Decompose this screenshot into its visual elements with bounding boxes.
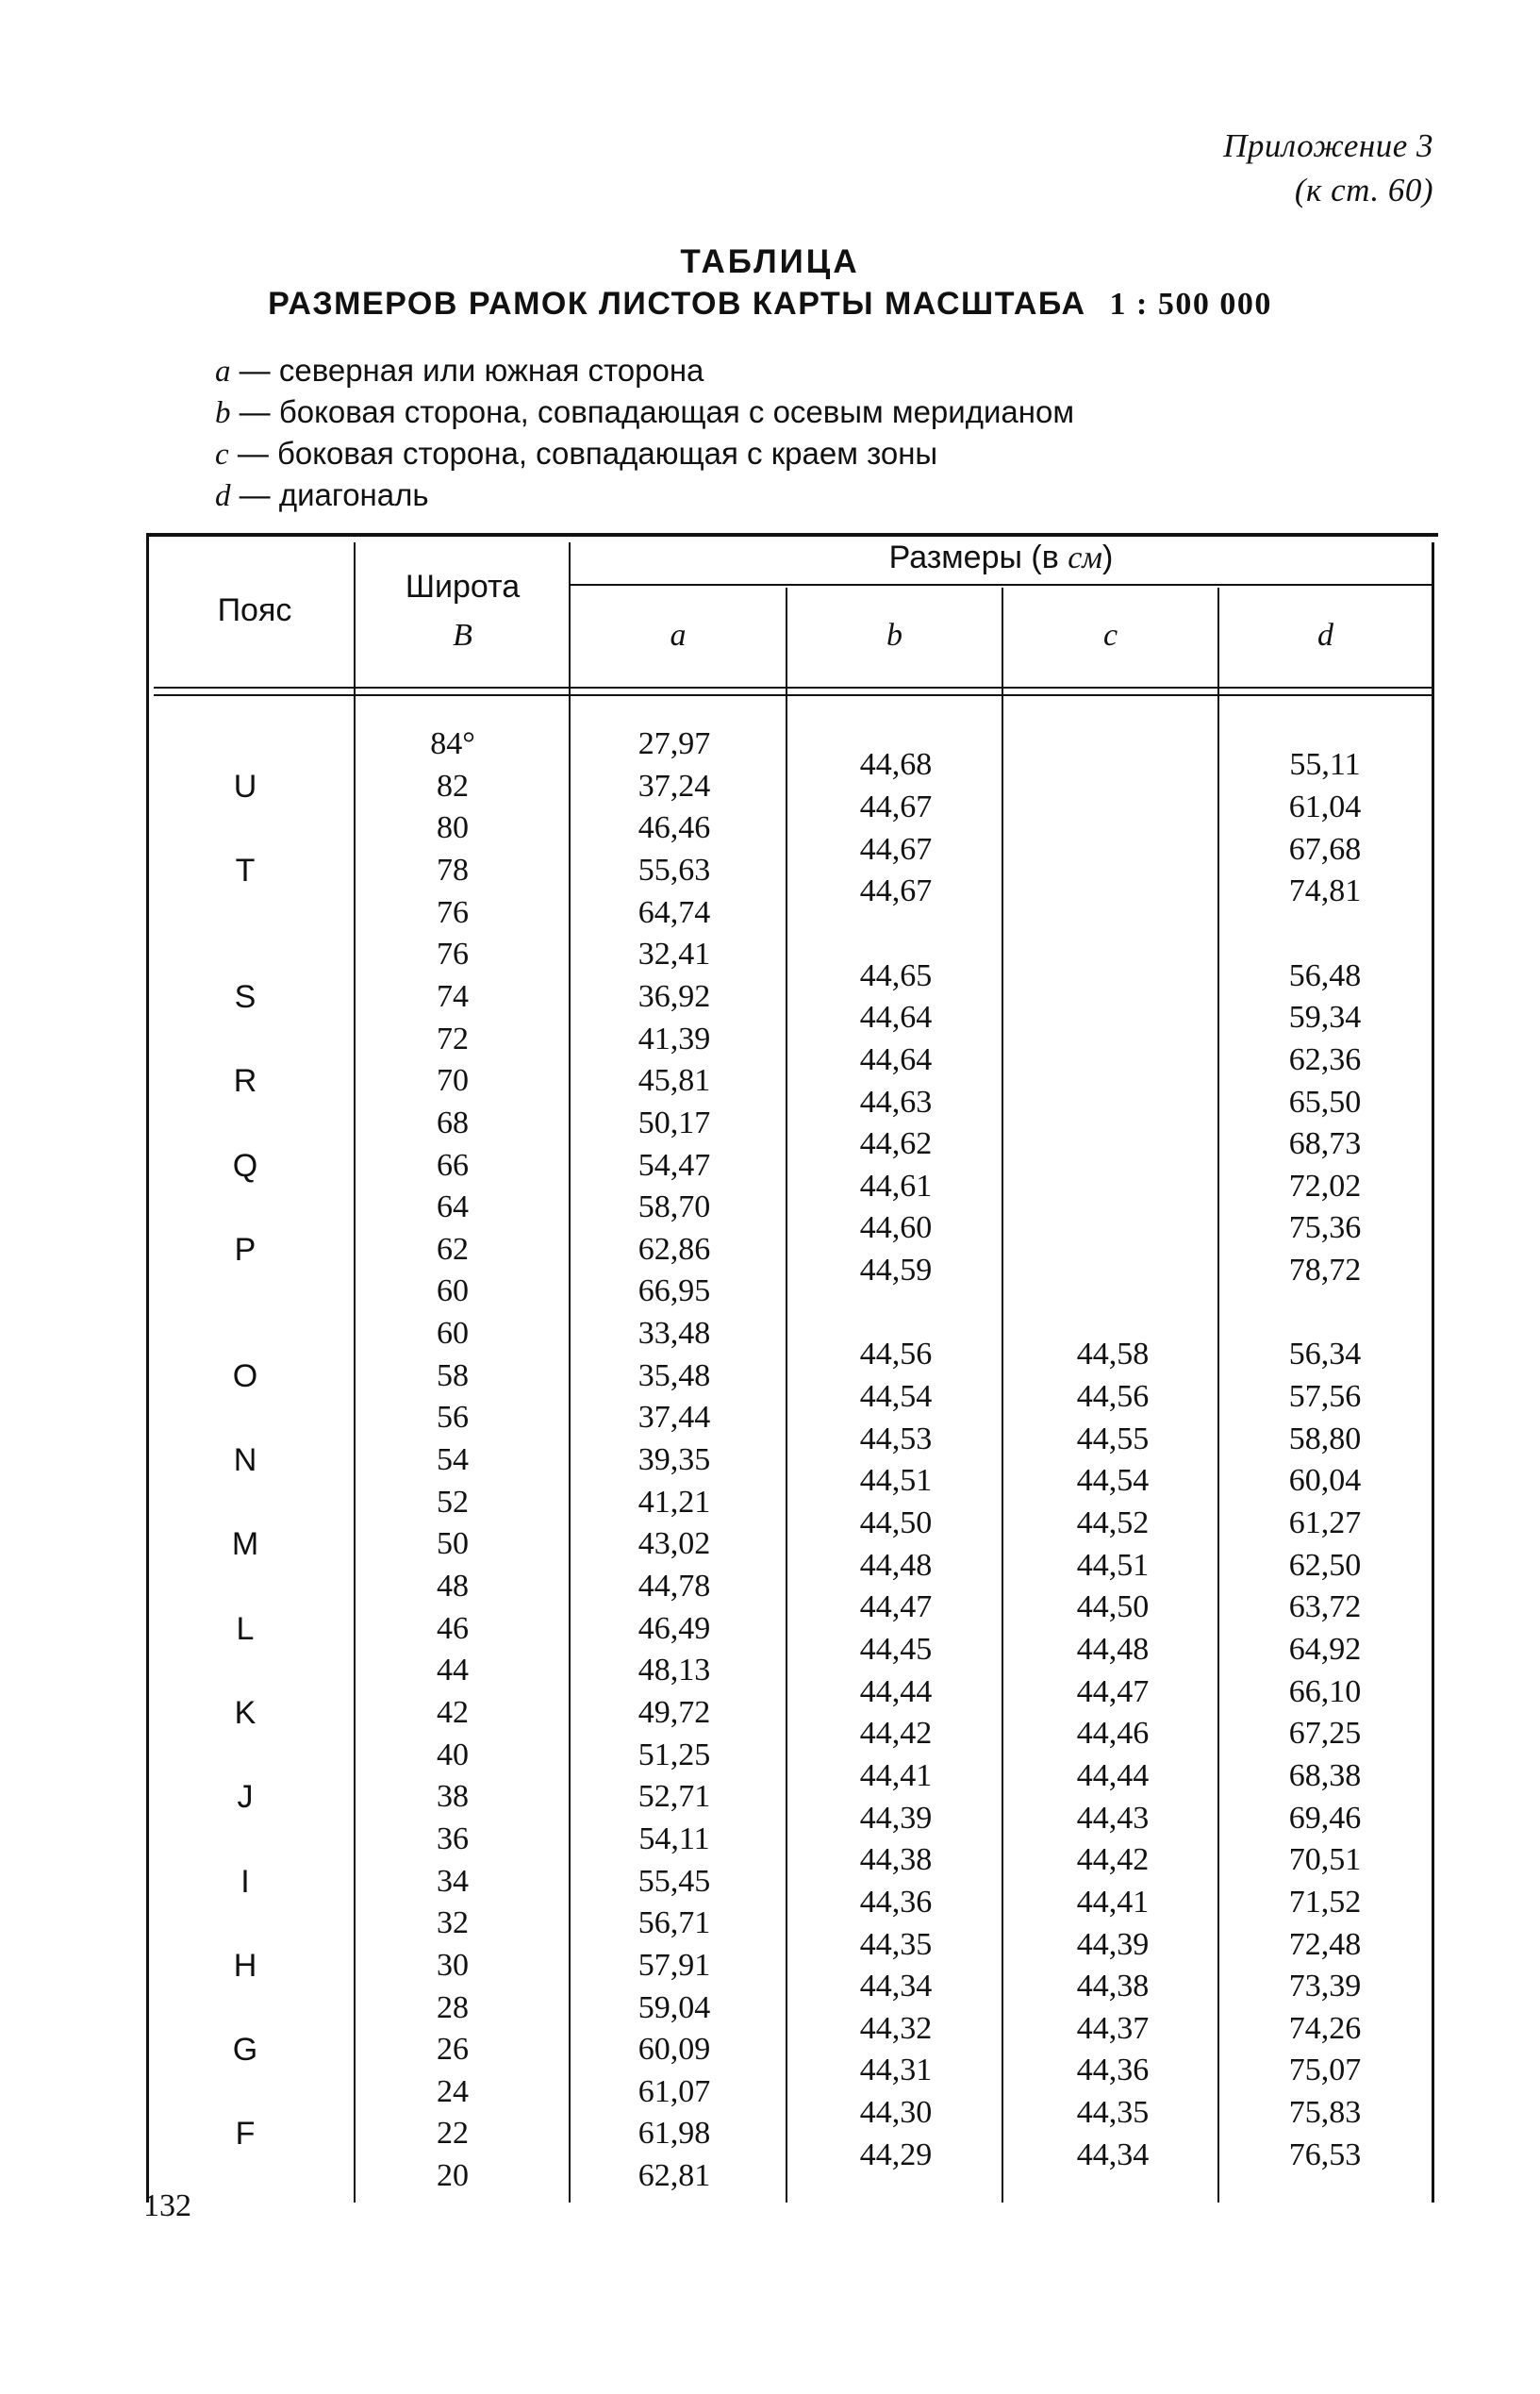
- d-value-cell: 75,83: [1288, 2095, 1362, 2131]
- header-c: c: [1102, 618, 1118, 653]
- latitude-cell: 34: [437, 1863, 469, 1899]
- header-a: a: [670, 618, 687, 653]
- d-value-cell: 72,48: [1288, 1926, 1362, 1962]
- d-value-cell: 66,10: [1288, 1673, 1362, 1709]
- d-value-cell: 62,50: [1288, 1547, 1362, 1583]
- latitude-cell: 84°: [430, 726, 475, 761]
- b-value-cell: 44,61: [859, 1168, 933, 1204]
- a-value-cell: 41,39: [638, 1021, 711, 1056]
- d-value-cell: 67,25: [1288, 1716, 1362, 1752]
- b-value-cell: 44,42: [859, 1716, 933, 1752]
- a-value-cell: 46,46: [638, 810, 711, 846]
- d-value-cell: 70,51: [1288, 1842, 1362, 1878]
- d-value-cell: 56,34: [1288, 1337, 1362, 1372]
- zone-cell: T: [235, 852, 256, 889]
- a-value-cell: 39,35: [638, 1442, 711, 1478]
- zone-cell: F: [235, 2116, 256, 2153]
- table-right-border: [1432, 542, 1434, 2203]
- b-value-cell: 44,34: [859, 1969, 933, 2004]
- legend-symbol: c: [215, 438, 229, 472]
- appendix-reference: (к ст. 60): [1294, 172, 1433, 208]
- latitude-cell: 28: [437, 1989, 469, 2025]
- column-divider: [786, 588, 787, 2203]
- b-value-cell: 44,29: [859, 2136, 933, 2172]
- a-value-cell: 41,21: [638, 1484, 711, 1520]
- a-value-cell: 33,48: [638, 1316, 711, 1352]
- appendix-label: Приложение 3: [1223, 127, 1433, 164]
- latitude-cell: 52: [437, 1484, 469, 1520]
- b-value-cell: 44,45: [859, 1631, 933, 1667]
- d-value-cell: 76,53: [1288, 2136, 1362, 2172]
- a-value-cell: 48,13: [638, 1653, 711, 1688]
- b-value-cell: 44,60: [859, 1210, 933, 1246]
- latitude-cell: 50: [437, 1526, 469, 1562]
- legend-symbol: d: [215, 479, 231, 513]
- c-value-cell: 44,37: [1076, 2010, 1150, 2046]
- a-value-cell: 45,81: [638, 1063, 711, 1099]
- zone-cell: N: [233, 1442, 257, 1479]
- a-value-cell: 37,44: [638, 1400, 711, 1436]
- latitude-cell: 42: [437, 1694, 469, 1730]
- b-value-cell: 44,36: [859, 1884, 933, 1920]
- c-value-cell: 44,52: [1076, 1505, 1150, 1541]
- b-value-cell: 44,62: [859, 1126, 933, 1162]
- latitude-cell: 66: [437, 1147, 469, 1183]
- b-value-cell: 44,31: [859, 2053, 933, 2088]
- header-bottom-rule-2: [154, 694, 1433, 696]
- legend-symbol: b: [215, 396, 231, 430]
- d-value-cell: 63,72: [1288, 1589, 1362, 1625]
- d-value-cell: 78,72: [1288, 1253, 1362, 1288]
- latitude-cell: 38: [437, 1779, 469, 1815]
- b-value-cell: 44,53: [859, 1421, 933, 1456]
- c-value-cell: 44,44: [1076, 1757, 1150, 1793]
- latitude-cell: 62: [437, 1231, 469, 1267]
- zone-cell: O: [232, 1357, 258, 1394]
- latitude-cell: 60: [437, 1316, 469, 1352]
- legend-text: — боковая сторона, совпадающая с краем зоны: [228, 436, 938, 471]
- c-value-cell: 44,42: [1076, 1842, 1150, 1878]
- b-value-cell: 44,30: [859, 2095, 933, 2131]
- a-value-cell: 32,41: [638, 937, 711, 973]
- a-value-cell: 57,91: [638, 1947, 711, 1983]
- d-value-cell: 65,50: [1288, 1084, 1362, 1120]
- c-value-cell: 44,46: [1076, 1716, 1150, 1752]
- legend-symbol: a: [215, 355, 231, 389]
- zone-cell: S: [234, 978, 257, 1015]
- a-value-cell: 50,17: [638, 1105, 711, 1140]
- header-sizes-suffix: ): [1102, 540, 1114, 575]
- b-value-cell: 44,50: [859, 1505, 933, 1541]
- zone-cell: Q: [232, 1147, 258, 1184]
- b-value-cell: 44,47: [859, 1589, 933, 1625]
- latitude-cell: 60: [437, 1273, 469, 1309]
- c-value-cell: 44,48: [1076, 1631, 1150, 1667]
- d-value-cell: 75,36: [1288, 1210, 1362, 1246]
- d-value-cell: 68,73: [1288, 1126, 1362, 1162]
- table-subtitle-text: РАЗМЕРОВ РАМОК ЛИСТОВ КАРТЫ МАСШТАБА: [268, 286, 1086, 322]
- latitude-cell: 68: [437, 1105, 469, 1140]
- b-value-cell: 44,65: [859, 957, 933, 993]
- a-value-cell: 66,95: [638, 1273, 711, 1309]
- b-value-cell: 44,48: [859, 1547, 933, 1583]
- d-value-cell: 57,56: [1288, 1379, 1362, 1415]
- latitude-cell: 78: [437, 852, 469, 888]
- c-value-cell: 44,38: [1076, 1969, 1150, 2004]
- d-value-cell: 64,92: [1288, 1631, 1362, 1667]
- a-value-cell: 61,07: [638, 2073, 711, 2109]
- latitude-cell: 40: [437, 1737, 469, 1772]
- a-value-cell: 62,86: [638, 1231, 711, 1267]
- table-left-border: [146, 533, 149, 2203]
- header-b: b: [886, 618, 902, 653]
- d-value-cell: 59,34: [1288, 1000, 1362, 1036]
- latitude-cell: 22: [437, 2116, 469, 2152]
- c-value-cell: 44,47: [1076, 1673, 1150, 1709]
- legend-item: [215, 394, 1074, 431]
- a-value-cell: 35,48: [638, 1357, 711, 1393]
- d-value-cell: 62,36: [1288, 1041, 1362, 1077]
- d-value-cell: 61,04: [1288, 789, 1362, 824]
- b-value-cell: 44,35: [859, 1926, 933, 1962]
- b-value-cell: 44,64: [859, 1000, 933, 1036]
- a-value-cell: 44,78: [638, 1569, 711, 1604]
- b-value-cell: 44,51: [859, 1463, 933, 1499]
- b-value-cell: 44,39: [859, 1800, 933, 1836]
- table-subtitle: [0, 286, 1540, 323]
- latitude-cell: 76: [437, 937, 469, 973]
- zone-cell: R: [233, 1063, 257, 1100]
- header-d: d: [1317, 618, 1333, 653]
- header-sizes: [571, 540, 1432, 576]
- d-value-cell: 61,27: [1288, 1505, 1362, 1541]
- zone-cell: H: [233, 1947, 257, 1984]
- zone-cell: P: [234, 1231, 257, 1268]
- c-value-cell: 44,55: [1076, 1421, 1150, 1456]
- a-value-cell: 43,02: [638, 1526, 711, 1562]
- a-value-cell: 37,24: [638, 768, 711, 804]
- latitude-cell: 76: [437, 894, 469, 930]
- c-value-cell: 44,43: [1076, 1800, 1150, 1836]
- header-bottom-rule-1: [154, 687, 1433, 689]
- d-value-cell: 56,48: [1288, 957, 1362, 993]
- a-value-cell: 56,71: [638, 1905, 711, 1941]
- column-divider: [1002, 588, 1003, 2203]
- legend-item: [215, 353, 704, 390]
- b-value-cell: 44,54: [859, 1379, 933, 1415]
- b-value-cell: 44,67: [859, 831, 933, 867]
- column-divider: [1217, 588, 1219, 2203]
- zone-cell: K: [234, 1694, 257, 1731]
- latitude-cell: 72: [437, 1021, 469, 1056]
- zone-cell: U: [233, 768, 257, 805]
- latitude-cell: 82: [437, 768, 469, 804]
- latitude-cell: 48: [437, 1569, 469, 1604]
- a-value-cell: 54,11: [638, 1820, 710, 1856]
- legend-item: [215, 477, 429, 514]
- c-value-cell: 44,41: [1076, 1884, 1150, 1920]
- d-value-cell: 72,02: [1288, 1168, 1362, 1204]
- latitude-cell: 36: [437, 1820, 469, 1856]
- latitude-cell: 32: [437, 1905, 469, 1941]
- c-value-cell: 44,36: [1076, 2053, 1150, 2088]
- legend-item: [215, 436, 937, 473]
- b-value-cell: 44,32: [859, 2010, 933, 2046]
- b-value-cell: 44,68: [859, 747, 933, 783]
- c-value-cell: 44,34: [1076, 2136, 1150, 2172]
- c-value-cell: 44,56: [1076, 1379, 1150, 1415]
- latitude-cell: 74: [437, 978, 469, 1014]
- a-value-cell: 27,97: [638, 726, 711, 761]
- latitude-cell: 44: [437, 1653, 469, 1688]
- a-value-cell: 62,81: [638, 2158, 711, 2194]
- a-value-cell: 52,71: [638, 1779, 711, 1815]
- sizes-header-rule: [571, 584, 1433, 586]
- d-value-cell: 67,68: [1288, 831, 1362, 867]
- a-value-cell: 60,09: [638, 2032, 711, 2068]
- zone-cell: I: [240, 1863, 250, 1900]
- b-value-cell: 44,64: [859, 1041, 933, 1077]
- latitude-cell: 54: [437, 1442, 469, 1478]
- latitude-cell: 80: [437, 810, 469, 846]
- a-value-cell: 58,70: [638, 1189, 711, 1225]
- a-value-cell: 46,49: [638, 1610, 711, 1646]
- d-value-cell: 74,81: [1288, 873, 1362, 909]
- header-latitude-symbol: B: [453, 618, 472, 653]
- header-sizes-unit: см: [1068, 540, 1103, 575]
- b-value-cell: 44,41: [859, 1757, 933, 1793]
- a-value-cell: 51,25: [638, 1737, 711, 1772]
- zone-cell: L: [236, 1610, 255, 1647]
- latitude-cell: 56: [437, 1400, 469, 1436]
- a-value-cell: 55,45: [638, 1863, 711, 1899]
- b-value-cell: 44,44: [859, 1673, 933, 1709]
- d-value-cell: 71,52: [1288, 1884, 1362, 1920]
- b-value-cell: 44,56: [859, 1337, 933, 1372]
- latitude-cell: 70: [437, 1063, 469, 1099]
- a-value-cell: 49,72: [638, 1694, 711, 1730]
- b-value-cell: 44,59: [859, 1253, 933, 1288]
- zone-cell: G: [232, 2032, 258, 2069]
- latitude-cell: 58: [437, 1357, 469, 1393]
- d-value-cell: 73,39: [1288, 1969, 1362, 2004]
- b-value-cell: 44,38: [859, 1842, 933, 1878]
- d-value-cell: 55,11: [1289, 747, 1361, 783]
- header-sizes-prefix: Размеры (в: [888, 540, 1068, 575]
- column-divider: [354, 542, 356, 2203]
- table-title: ТАБЛИЦА: [680, 243, 860, 280]
- d-value-cell: 58,80: [1288, 1421, 1362, 1456]
- table-subtitle-scale: 1 : 500 000: [1109, 287, 1272, 322]
- c-value-cell: 44,58: [1076, 1337, 1150, 1372]
- header-zone: Пояс: [217, 592, 292, 628]
- a-value-cell: 64,74: [638, 894, 711, 930]
- d-value-cell: 69,46: [1288, 1800, 1362, 1836]
- zone-cell: J: [237, 1779, 254, 1816]
- a-value-cell: 36,92: [638, 978, 711, 1014]
- latitude-cell: 26: [437, 2032, 469, 2068]
- latitude-cell: 20: [437, 2158, 469, 2194]
- d-value-cell: 68,38: [1288, 1757, 1362, 1793]
- a-value-cell: 61,98: [638, 2116, 711, 2152]
- d-value-cell: 74,26: [1288, 2010, 1362, 2046]
- legend-text: — северная или южная сторона: [230, 353, 704, 388]
- legend-text: — боковая сторона, совпадающая с осевым меридианом: [230, 394, 1075, 429]
- c-value-cell: 44,51: [1076, 1547, 1150, 1583]
- d-value-cell: 60,04: [1288, 1463, 1362, 1499]
- latitude-cell: 64: [437, 1189, 469, 1225]
- column-divider: [569, 542, 571, 2203]
- table-top-rule: [146, 533, 1438, 537]
- latitude-cell: 24: [437, 2073, 469, 2109]
- c-value-cell: 44,54: [1076, 1463, 1150, 1499]
- latitude-cell: 30: [437, 1947, 469, 1983]
- latitude-cell: 46: [437, 1610, 469, 1646]
- b-value-cell: 44,67: [859, 873, 933, 909]
- c-value-cell: 44,50: [1076, 1589, 1150, 1625]
- a-value-cell: 55,63: [638, 852, 711, 888]
- b-value-cell: 44,63: [859, 1084, 933, 1120]
- zone-cell: M: [231, 1526, 259, 1563]
- page-number: 132: [143, 2188, 191, 2223]
- b-value-cell: 44,67: [859, 789, 933, 824]
- c-value-cell: 44,39: [1076, 1926, 1150, 1962]
- d-value-cell: 75,07: [1288, 2053, 1362, 2088]
- a-value-cell: 59,04: [638, 1989, 711, 2025]
- legend-text: — диагональ: [230, 477, 429, 512]
- c-value-cell: 44,35: [1076, 2095, 1150, 2131]
- a-value-cell: 54,47: [638, 1147, 711, 1183]
- header-latitude: Широта: [405, 569, 521, 605]
